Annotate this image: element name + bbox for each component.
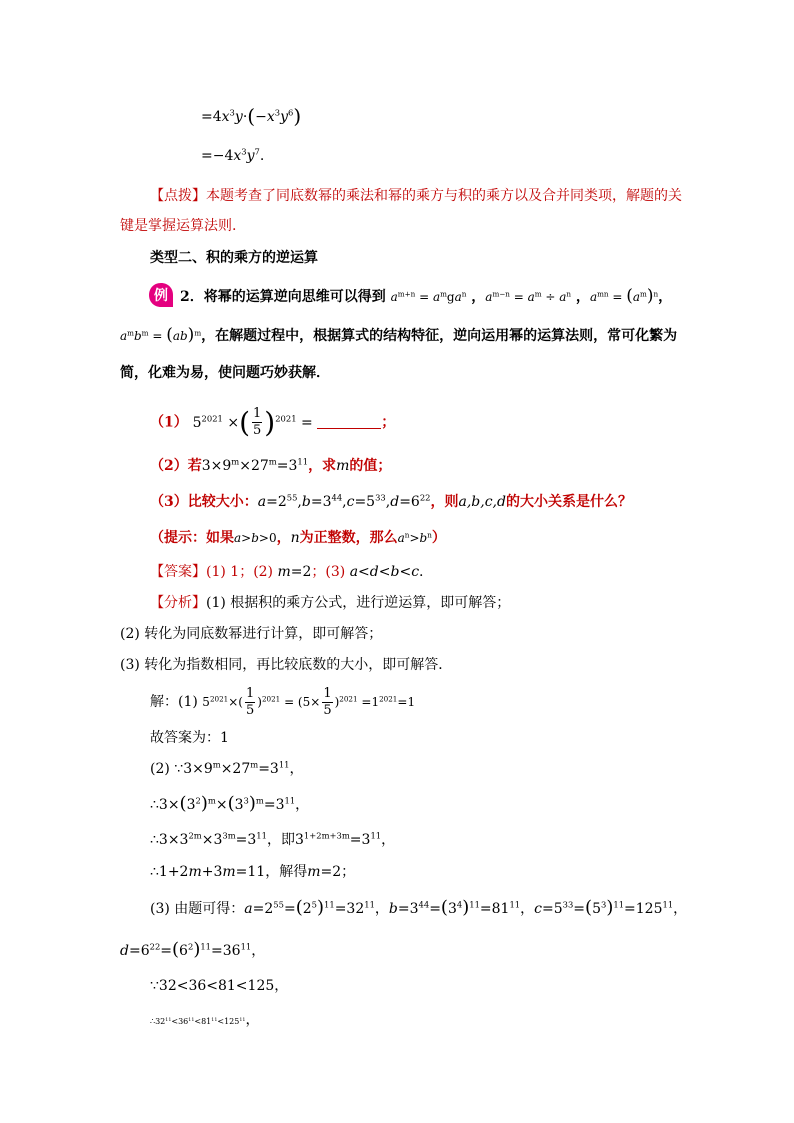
solution-3-line-2: $d=6^{22}=(6^2)^{11}=36^{11}$， (120, 939, 266, 960)
question-2: （2）若$3\times 9^m\times 27^m=3^{11}$，求m的值； (150, 456, 392, 474)
tip-tag: 【点拨】 (150, 188, 206, 204)
question-1-label: （1） (150, 414, 188, 431)
solution-2-line-2: $\therefore 3\times(3^2)^m\times(3^3)^m=3^{11}$， (150, 793, 310, 814)
question-3: （3）比较大小：$a=2^{55},b=3^{44},c=5^{33},d=6^{22}$，则a,b,c,d的大小关系是什么？ (150, 492, 632, 510)
solution-2-line-4: ∴1+2m+3m=11，解得m=2； (150, 864, 356, 880)
analysis-line-1 (150, 593, 510, 613)
tip-paragraph-line-1 (150, 186, 682, 206)
example-intro-line-1: 2．将幂的运算逆向思维可以得到 $a^{m+n} = a^mga^n$ ，$a^{m-n} = a^m \div a^n$ ，$a^{mn} = (a^m)^n$， (180, 286, 673, 306)
solution-line-1: 解：(1) $5^{2021}\times$( $\frac{1}{5}$ )$^{2021}$ = (5× $\frac{1}{5}$ )$^{2021} =1^{2021}=1$ (150, 686, 416, 718)
tip-paragraph-line-2: 键是掌握运算法则. (120, 218, 237, 234)
example-intro-line-3: 简，化难为易，使问题巧妙获解． (120, 365, 330, 381)
solution-2-line-3: $\therefore 3\times 3^{2m}\times 3^{3m}=3^{11}$，即$3^{1+2m+3m}=3^{11}$， (150, 830, 396, 848)
hint: （提示：如果a>b>0，n为正整数，那么$a^n>b^n$） (150, 530, 446, 546)
solution-label: 解：(1) (150, 694, 198, 710)
solution-2-line-1: (2) $\because 3\times 9^m\times 27^m=3^{11}$， (150, 759, 304, 777)
example-intro-text-2: ，在解题过程中，根据算式的结构特征，逆向运用幂的运算法则，常可化繁为 (201, 328, 678, 344)
analysis-line-3: (3) 转化为指数相同，再比较底数的大小，即可解答． (120, 657, 453, 673)
derivation-line-1: $=4x^3y\cdot(-x^3y^6)$ (201, 104, 302, 128)
example-intro-line-2: $a^mb^m = (ab)^m$，在解题过程中，根据算式的结构特征，逆向运用幂的运算法则，常可化繁为 (120, 325, 678, 345)
derivation-line-2: $=-4x^3y^7$. (201, 146, 265, 164)
tip-text-1: 本题考查了同底数幂的乘法和幂的乘方与积的乘方以及合并同类项，解题的关 (206, 188, 682, 204)
example-intro-text-1: 2．将幂的运算逆向思维可以得到 (180, 289, 386, 305)
section-title: 类型二、积的乘方的逆运算 (150, 250, 318, 266)
solution-3-line-1: (3) 由题可得：$a=2^{55}=(2^5)^{11}=32^{11}$，$b=3^{44}=(3^4)^{11}=81^{11}$，$c=5^{33}=(5^3)^{11}=125^{11}$， (150, 897, 688, 918)
example-badge-text: 例 (154, 288, 168, 304)
answer-line: 【答案】(1) 1；(2) m=2；(3) a<d<b<c. (150, 564, 424, 580)
analysis-text-1: (1) 根据积的乘方公式，进行逆运算，即可解答； (206, 595, 511, 611)
solution-3-line-3: ∵32<36<81<125， (150, 978, 289, 994)
solution-answer: 故答案为：1 (150, 730, 229, 746)
solution-3-line-4: $\therefore 32^{11}<36^{11}<81^{11}<125^{11}$， (150, 1012, 260, 1028)
question-1: （1） $5^{2021}$ ×( $\frac{1}{5}$ )$^{2021}$ = ； (150, 405, 396, 439)
answer-tag: 【答案】 (150, 564, 206, 580)
analysis-line-2: (2) 转化为同底数幂进行计算，即可解答； (120, 626, 383, 642)
answer-blank (317, 414, 381, 429)
example-badge-icon (147, 281, 175, 309)
analysis-tag: 【分析】 (150, 595, 206, 611)
